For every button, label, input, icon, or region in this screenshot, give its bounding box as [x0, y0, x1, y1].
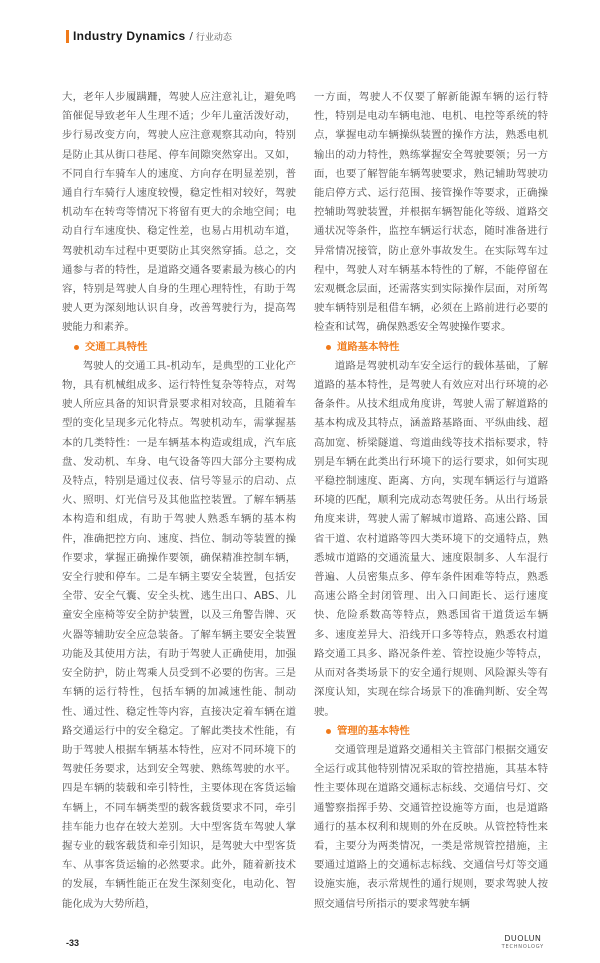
- brand-logo: [502, 934, 544, 951]
- section-title: 道路基本特性: [337, 340, 400, 353]
- bullet-icon: [74, 345, 79, 350]
- header-title-en: Industry Dynamics: [73, 29, 186, 43]
- paragraph: 驾驶人的交通工具-机动车，是典型的工业化产物，具有机械组成多、运行特性复杂等特点，对驾驶人所应具备的知识背景要求相对较高，且随着车型的变化呈现多元化特点。驾驶机动车，需掌握基本的几类特性：一是车辆基本构造或组成，汽车底盘、发动机、车身、电气设备等四大部分主要构成及特点，特别是通过仪表、信号等显示的启动、点火、照明、灯光信号及其他监控装置。了解车辆基本构造和组成，有助于驾驶人熟悉车辆的基本构件，准确把控方向、速度、挡位、制动等装置的操作要求，掌握正确操作要领，确保精准控制车辆，安全行驶和停车。二是车辆主要安全装置，包括安全带、安全气囊、安全头枕、逃生出口、ABS、儿童安全座椅等安全防护装置，以及三角警告牌、灭火器等辅助安全应急装备。了解车辆主要安全装置功能及其使用方法，有助于驾驶人正确使用，加强安全防护，防止驾乘人员受到不必要的伤害。三是车辆的运行特性，包括车辆的加减速性能、制动性、通过性、稳定性等内容，直接决定着车辆在道路交通运行中的安全稳定。了解此类技术性能，有助于驾驶人根据车辆基本特性，应对不同环境下的驾驶任务要求，达到安全驾驶、熟练驾驶的水平。四是车辆的装载和牵引特性，主要体现在客货运输车辆上，不同车辆类型的载客载货要求不同，牵引挂车能力也存在较大差别。大中型客货车驾驶人掌握专业的载客载货和牵引知识，是驾驶大中型客货车、从事客货运输的必然要求。此外，随着新技术的发展，车辆性能正在发生深刻变化，电动化、智能化成为大势所趋，: [62, 359, 296, 910]
- header-title-zh: 行业动态: [195, 32, 232, 43]
- page-number: -33: [66, 937, 80, 948]
- right-column: [314, 88, 548, 914]
- bullet-icon: [326, 729, 331, 734]
- header-separator: /: [189, 30, 193, 42]
- bullet-icon: [326, 345, 331, 350]
- logo-subtitle: TECHNOLOGY: [501, 944, 544, 950]
- article-columns: [62, 88, 548, 914]
- section-heading: [314, 338, 548, 357]
- left-column: [62, 88, 296, 914]
- paragraph: 一方面，驾驶人不仅要了解新能源车辆的运行特性，特别是电动车辆电池、电机、电控等系统的特点，掌握电动车辆操纵装置的操作方法，熟悉电机输出的动力特性，熟练掌握安全驾驶要领；另一方面，也要了解智能车辆驾驶要求，熟记辅助驾驶功能启停方式、运行范围、接管操作等要求，正确操控辅助驾驶装置，并根据车辆智能化等级、道路交通状况等条件，监控车辆运行状态，随时准备进行异常情况接管，防止意外事故发生。在实际驾车过程中，驾驶人对车辆基本特性的了解，不能停留在宏观概念层面，还需落实到实际操作层面，对所驾驶车辆特别是租借车辆，必须在上路前进行必要的检查和试驾，确保熟悉安全驾驶操作要求。: [314, 91, 548, 334]
- section-heading: [314, 722, 548, 741]
- section-header: [66, 29, 232, 43]
- section-title: 管理的基本特性: [337, 724, 410, 737]
- accent-bar: [66, 30, 69, 43]
- section-heading: [62, 338, 296, 357]
- section-title: 交通工具特性: [85, 340, 148, 353]
- paragraph: 道路是驾驶机动车安全运行的载体基础，了解道路的基本特性，是驾驶人有效应对出行环境的必备条件。从技术组成角度讲，驾驶人需了解道路的基本构成及其特点，涵盖路基路面、平纵曲线、超高加宽、桥梁隧道、弯道曲线等技术指标要求，特别是车辆在此类出行环境下的运行要求，如何实现平稳控制速度、距离、方向，实现车辆运行与道路环境的匹配，顺利完成动态驾驶任务。从出行场景角度来讲，驾驶人需了解城市道路、高速公路、国省干道、农村道路等四大类环境下的交通特点，熟悉城市道路的交通流量大、速度限制多、人车混行普遍、人员密集点多、停车条件困难等特点，熟悉高速公路全封闭管理、出入口间距长、运行速度快、危险系数高等特点，熟悉国省干道货运车辆多、速度差异大、沿线开口多等特点，熟悉农村道路交通工具多、路况条件差、管控设施少等特点，从而对各类场景下的安全通行规则、风险源头等有深度认知，实现在综合场景下的准确判断、安全驾驶。: [314, 359, 548, 718]
- paragraph: 大，老年人步履蹒跚，驾驶人应注意礼让，避免鸣笛催促导致老年人生理不适；少年儿童活泼好动，步行易改变方向，驾驶人应注意观察其动向，特别是防止其从街口巷尾、停车间隙突然穿出。又如，不同自行车骑车人的速度、方向存在明显差别，普通自行车骑行人速度较慢，稳定性相对较好，驾驶机动车在转弯等情况下将留有更大的余地空间；电动自行车速度快、稳定性差，也易占用机动车道，驾驶机动车过程中更要防止其突然穿插。总之，交通参与者的特性，是道路交通各要素最为核心的内容，特别是驾驶人自身的生理心理特性，有助于驾驶人更为深刻地认识自身，改善驾驶行为，提高驾驶能力和素养。: [62, 91, 296, 334]
- page-footer: [66, 922, 544, 963]
- logo-name: DUOLUN: [504, 934, 542, 943]
- paragraph: 交通管理是道路交通相关主管部门根据交通安全运行或其他特别情况采取的管控措施，其基本特性主要体现在道路交通标志标线、交通信号灯、交通警察指挥手势、交通管控设施等方面，也是道路通行的基本权利和规则的外在反映。从管控特性来看，主要分为两类情况，一类是常规管控措施，主要通过道路上的交通标志标线、交通信号灯等交通设施实施，表示常规性的通行规则，要求驾驶人按照交通信号所指示的要求驾驶车辆: [314, 743, 548, 910]
